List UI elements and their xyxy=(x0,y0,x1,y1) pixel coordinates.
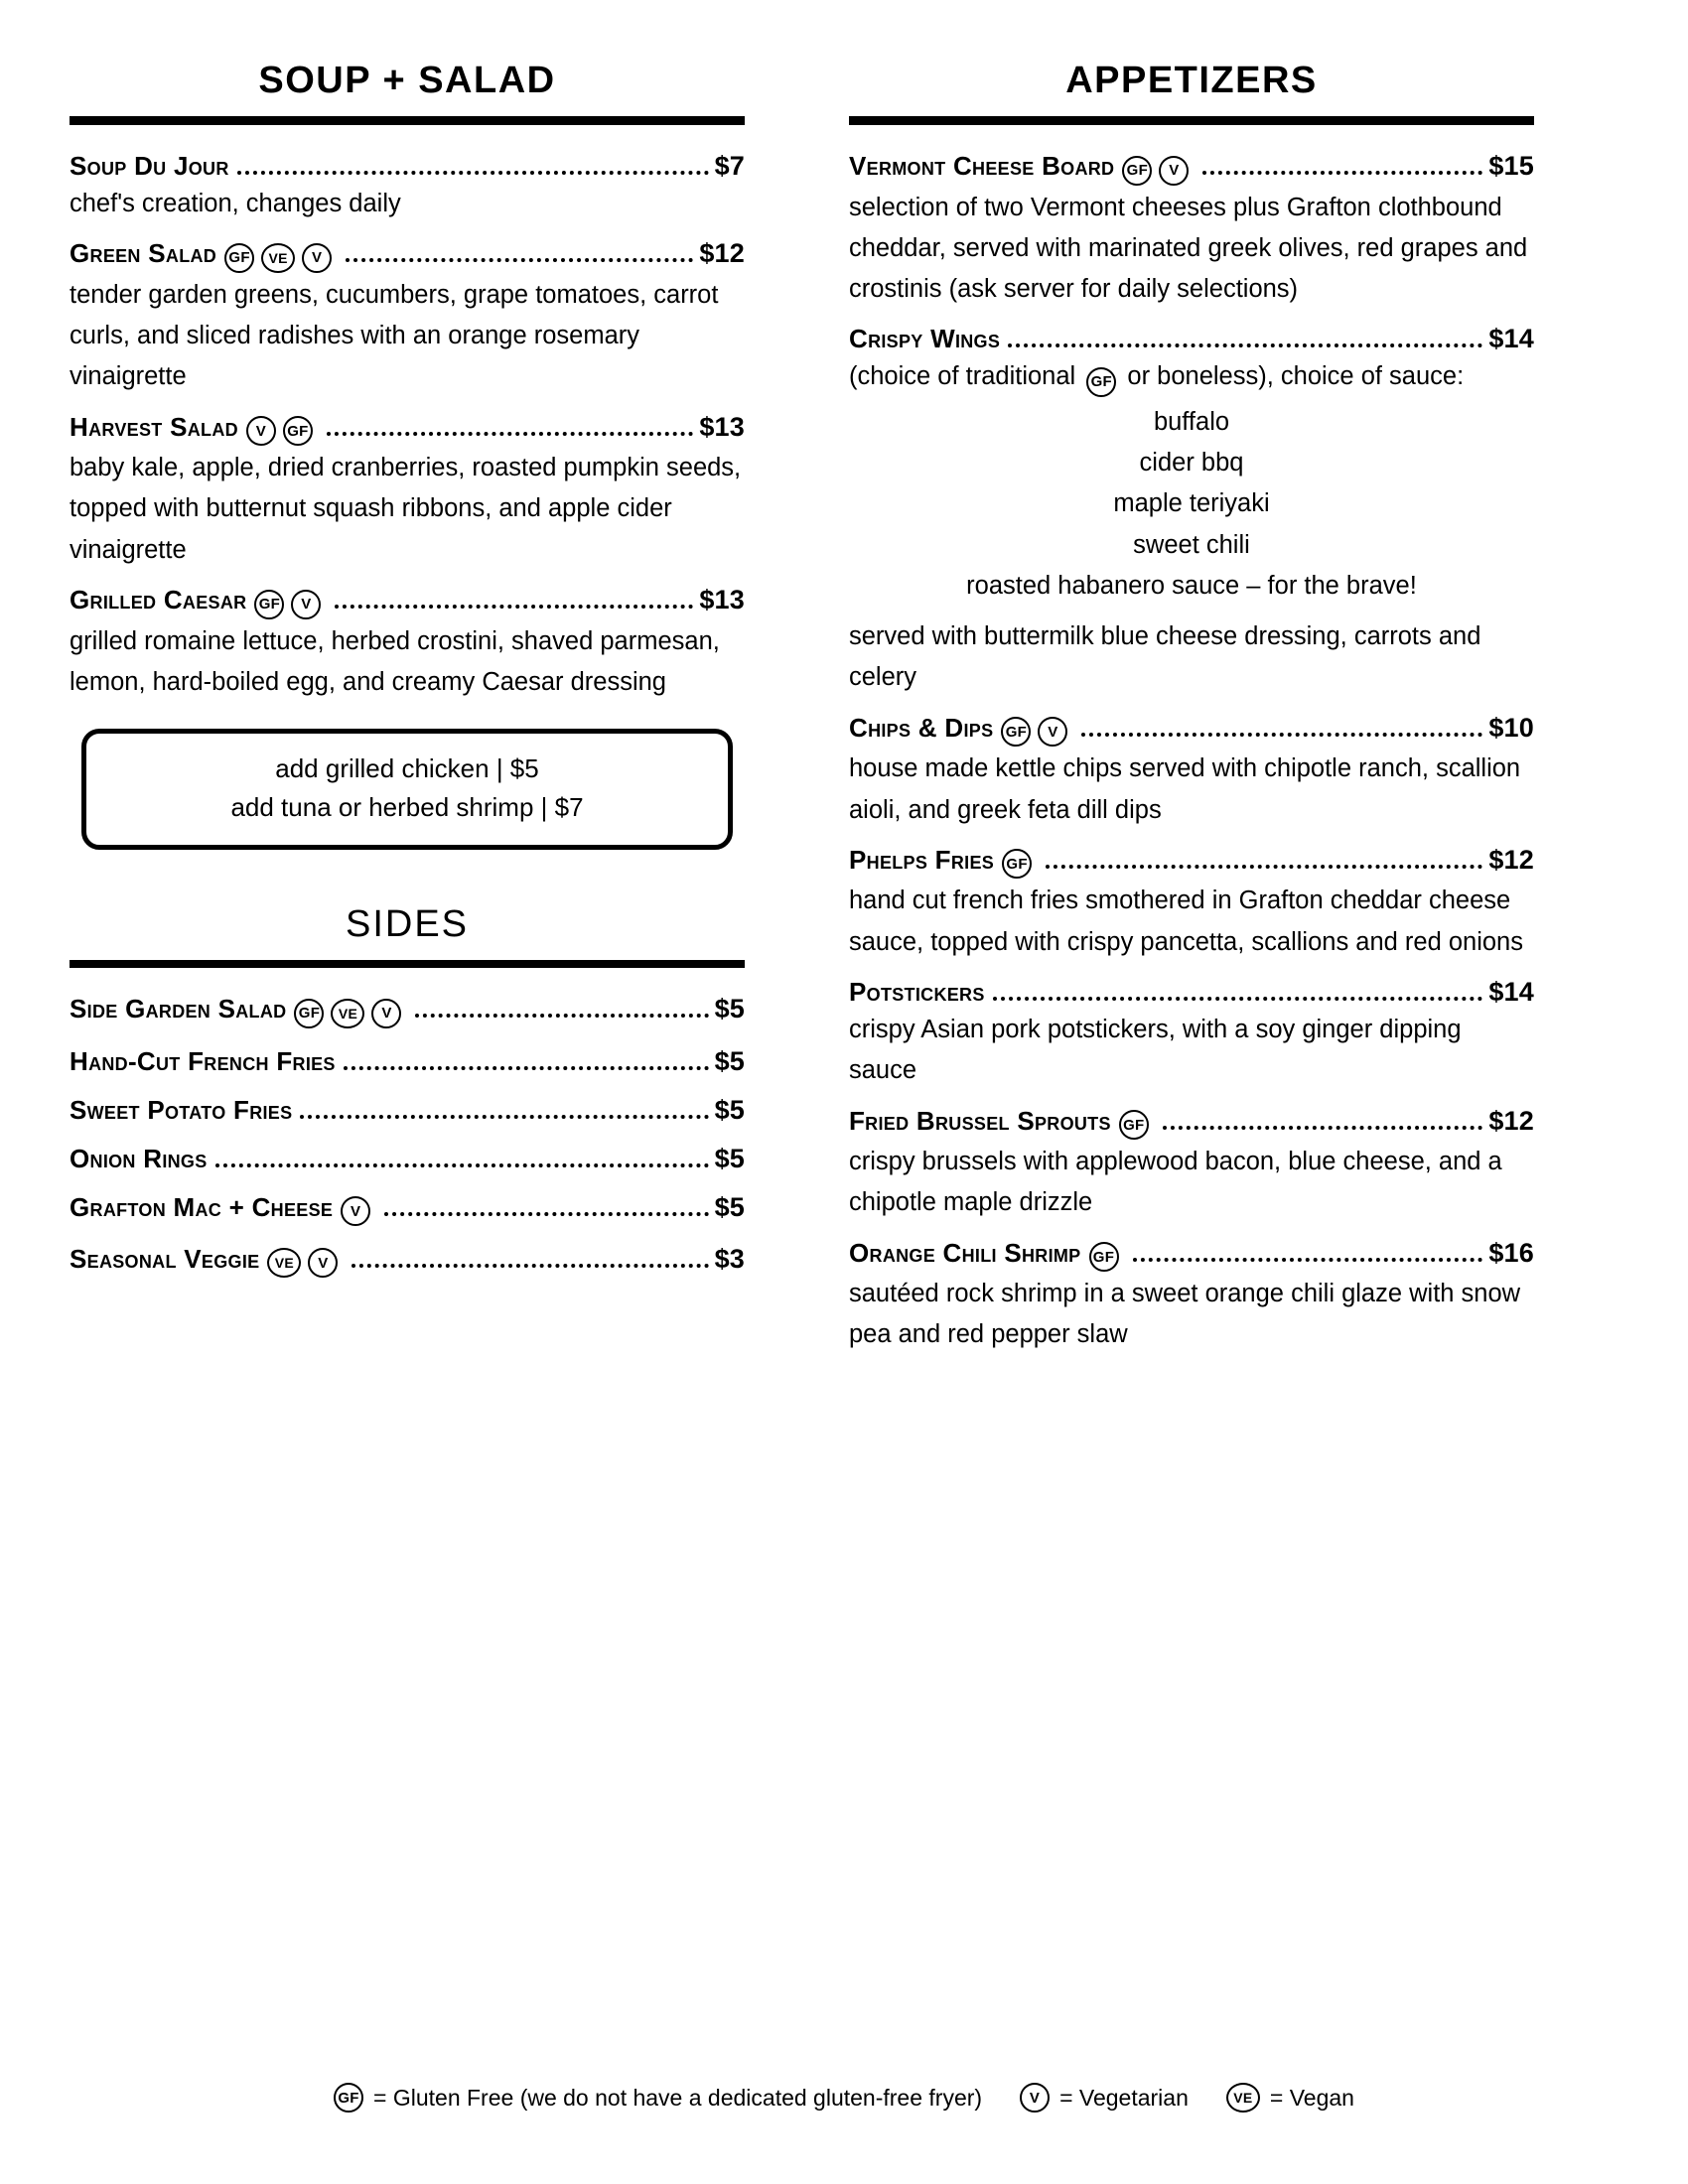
menu-item-name: Grafton Mac + Cheese xyxy=(70,1191,334,1222)
menu-item-price: $14 xyxy=(1488,976,1534,1007)
menu-item-name: Green Salad xyxy=(70,238,217,269)
menu-item-price: $7 xyxy=(714,151,745,181)
section-title-sides: SIDES xyxy=(345,903,470,946)
wings-served-with: served with buttermilk blue cheese dressing, carrots and celery xyxy=(849,622,1481,692)
menu-item-price: $13 xyxy=(699,585,745,615)
wings-choice-pre: (choice of traditional xyxy=(849,362,1076,391)
menu-item-description: crispy Asian pork potstickers, with a soy ginger dipping sauce xyxy=(849,1015,1462,1085)
diet-badges xyxy=(1122,156,1189,186)
menu-item-line xyxy=(849,1238,1534,1273)
menu-item xyxy=(849,151,1534,310)
leader-dots xyxy=(300,1114,708,1119)
menu-item-description: tender garden greens, cucumbers, grape tomatoes, carrot curls, and sliced radishes with an orange rosemary vinaigrette xyxy=(70,280,719,391)
menu-item-price: $5 xyxy=(714,1191,745,1222)
leader-dots xyxy=(215,1162,709,1167)
leader-dots xyxy=(993,996,1483,1001)
menu-item-description: chef's creation, changes daily xyxy=(70,190,401,217)
menu-item-description: house made kettle chips served with chipotle ranch, scallion aioli, and greek feta dill dips xyxy=(849,754,1521,824)
gluten-free-icon: GF xyxy=(1086,367,1116,397)
diet-badges xyxy=(224,243,332,273)
menu-item xyxy=(849,713,1534,831)
diet-badges xyxy=(1089,1242,1119,1272)
menu-item-name: Hand-Cut French Fries xyxy=(70,1045,336,1076)
menu-item-name: Sweet Potato Fries xyxy=(70,1094,293,1125)
menu-item xyxy=(70,1046,745,1077)
menu-columns xyxy=(70,60,1618,1370)
section-title-appetizers: APPETIZERS xyxy=(1065,60,1318,101)
sides-section xyxy=(70,903,745,1278)
menu-item-name: Seasonal Veggie xyxy=(70,1244,260,1275)
menu-item-name: Phelps Fries xyxy=(849,844,995,875)
sauce-option: buffalo xyxy=(1153,407,1230,436)
menu-item-name: Harvest Salad xyxy=(70,411,238,442)
diet-badges xyxy=(246,416,313,446)
menu-item-price: $10 xyxy=(1488,712,1534,743)
gluten-free-icon: GF xyxy=(334,2083,363,2113)
vegan-icon: VE xyxy=(267,1248,301,1278)
menu-item xyxy=(70,1244,745,1278)
leader-dots xyxy=(344,1065,709,1070)
gluten-free-icon: GF xyxy=(1001,717,1031,747)
menu-item-name: Fried Brussel Sprouts xyxy=(849,1105,1111,1136)
vegetarian-icon: V xyxy=(302,243,332,273)
leader-dots xyxy=(335,604,693,609)
addons-box xyxy=(81,729,733,850)
menu-item-line xyxy=(849,324,1534,354)
menu-item-line xyxy=(70,1192,745,1227)
legend-vegan xyxy=(1226,2083,1354,2113)
diet-badges xyxy=(1119,1110,1149,1140)
legend-vegetarian-text: = Vegetarian xyxy=(1059,2084,1189,2111)
menu-item-price: $16 xyxy=(1488,1237,1534,1268)
diet-badges xyxy=(294,999,401,1028)
menu-item xyxy=(849,845,1534,963)
leader-dots xyxy=(327,431,693,436)
menu-item-price: $12 xyxy=(1488,844,1534,875)
menu-item xyxy=(849,1106,1534,1224)
legend-vegan-text: = Vegan xyxy=(1269,2084,1354,2111)
menu-item-name: Chips & Dips xyxy=(849,712,994,743)
wings-choice-post: or boneless), choice of sauce: xyxy=(1127,362,1465,391)
sauce-option: sweet chili xyxy=(1133,530,1250,559)
gluten-free-icon: GF xyxy=(283,416,313,446)
legend-gluten-free xyxy=(334,2083,982,2113)
menu-item-price: $12 xyxy=(1488,1105,1534,1136)
menu-item xyxy=(70,238,745,397)
menu-item-line xyxy=(70,1095,745,1126)
gluten-free-icon: GF xyxy=(1122,156,1152,186)
menu-item-name: Vermont Cheese Board xyxy=(849,151,1115,181)
menu-item-name: Side Garden Salad xyxy=(70,994,287,1024)
leader-dots xyxy=(352,1263,708,1268)
section-title-soup-salad: SOUP + SALAD xyxy=(258,60,556,101)
vegan-icon: VE xyxy=(261,243,295,273)
gluten-free-icon: GF xyxy=(294,999,324,1028)
vegan-icon: VE xyxy=(331,999,364,1028)
menu-item-name: Grilled Caesar xyxy=(70,585,247,615)
menu-item-description: grilled romaine lettuce, herbed crostini, shaved parmesan, lemon, hard-boiled egg, and creamy Caesar dressing xyxy=(70,626,720,696)
menu-item-name: Orange Chili Shrimp xyxy=(849,1237,1081,1268)
menu-item-line xyxy=(849,845,1534,880)
leader-dots xyxy=(1163,1125,1483,1130)
menu-item-price: $13 xyxy=(699,411,745,442)
menu-item xyxy=(70,1144,745,1174)
menu-item-description: hand cut french fries smothered in Grafton cheddar cheese sauce, topped with crispy pancetta, scallions and red onions xyxy=(849,887,1523,956)
vegetarian-icon: V xyxy=(371,999,401,1028)
menu-item xyxy=(70,151,745,224)
menu-item xyxy=(70,585,745,703)
gluten-free-icon: GF xyxy=(1119,1110,1149,1140)
leader-dots xyxy=(415,1013,708,1018)
menu-item-price: $12 xyxy=(699,238,745,269)
diet-badges xyxy=(267,1248,338,1278)
vegetarian-icon: V xyxy=(291,590,321,619)
vegetarian-icon: V xyxy=(246,416,276,446)
leader-dots xyxy=(1133,1257,1483,1262)
wings-sauce-list xyxy=(849,402,1534,607)
leader-dots xyxy=(346,257,693,262)
vegetarian-icon: V xyxy=(341,1196,370,1226)
menu-item-line xyxy=(70,151,745,182)
menu-item-line xyxy=(70,994,745,1028)
menu-item-price: $5 xyxy=(714,1045,745,1076)
diet-badges xyxy=(1002,849,1032,879)
leader-dots xyxy=(1202,170,1482,175)
gluten-free-icon: GF xyxy=(224,243,254,273)
addon-line: add grilled chicken | $5 xyxy=(275,753,539,784)
menu-item-price: $5 xyxy=(714,994,745,1024)
addon-line: add tuna or herbed shrimp | $7 xyxy=(230,792,584,823)
menu-item-line xyxy=(849,713,1534,748)
menu-item-name: Potstickers xyxy=(849,976,985,1007)
menu-item-price: $5 xyxy=(714,1143,745,1173)
menu-item-line xyxy=(70,412,745,447)
menu-item-line xyxy=(70,1046,745,1077)
menu-item-description xyxy=(849,356,1534,397)
menu-item xyxy=(70,1095,745,1126)
sauce-option: cider bbq xyxy=(1139,448,1244,477)
menu-item-name: Onion Rings xyxy=(70,1143,208,1173)
leader-dots xyxy=(1008,342,1482,347)
menu-item-line xyxy=(70,1244,745,1278)
gluten-free-icon: GF xyxy=(1089,1242,1119,1272)
menu-item xyxy=(849,1238,1534,1356)
menu-item-description: sautéed rock shrimp in a sweet orange chili glaze with snow pea and red pepper slaw xyxy=(849,1280,1521,1349)
menu-item-price: $3 xyxy=(714,1244,745,1275)
menu-item xyxy=(70,1192,745,1227)
vegetarian-icon: V xyxy=(1020,2083,1050,2113)
menu-item-description: crispy brussels with applewood bacon, blue cheese, and a chipotle maple drizzle xyxy=(849,1148,1502,1217)
menu-item-line xyxy=(849,151,1534,186)
menu-item-name: Soup Du Jour xyxy=(70,151,229,181)
leader-dots xyxy=(1081,732,1482,737)
menu-item-line xyxy=(70,585,745,619)
menu-item-line xyxy=(70,1144,745,1174)
vegan-icon: VE xyxy=(1226,2083,1260,2113)
section-divider xyxy=(70,960,745,968)
menu-item-line xyxy=(849,1106,1534,1141)
diet-badges xyxy=(341,1196,370,1226)
right-column xyxy=(849,60,1534,1370)
menu-item xyxy=(70,994,745,1028)
legend-vegetarian xyxy=(1020,2083,1189,2113)
menu-item-description: selection of two Vermont cheeses plus Grafton clothbound cheddar, served with marinated greek olives, red grapes and crostinis (ask server for daily selections) xyxy=(849,193,1528,304)
menu-item-price: $15 xyxy=(1488,151,1534,181)
menu-item xyxy=(70,412,745,571)
left-column xyxy=(70,60,745,1296)
menu-item-name: Crispy Wings xyxy=(849,324,1001,354)
menu-item-description: baby kale, apple, dried cranberries, roasted pumpkin seeds, topped with butternut squash ribbons, and apple cider vinaigrette xyxy=(70,454,742,564)
menu-item xyxy=(849,324,1534,698)
legend-footer xyxy=(0,2083,1688,2113)
leader-dots xyxy=(237,170,709,175)
section-divider xyxy=(849,116,1534,125)
gluten-free-icon: GF xyxy=(254,590,284,619)
sauce-option: maple teriyaki xyxy=(1113,489,1270,518)
vegetarian-icon: V xyxy=(1038,717,1067,747)
section-divider xyxy=(70,116,745,125)
diet-badges xyxy=(1001,717,1067,747)
sauce-option: roasted habanero sauce – for the brave! xyxy=(966,571,1417,600)
leader-dots xyxy=(384,1211,708,1216)
menu-item-line xyxy=(70,238,745,273)
leader-dots xyxy=(1046,864,1482,869)
menu-item-price: $5 xyxy=(714,1094,745,1125)
diet-badges xyxy=(254,590,321,619)
vegetarian-icon: V xyxy=(308,1248,338,1278)
vegetarian-icon: V xyxy=(1159,156,1189,186)
legend-gluten-free-text: = Gluten Free (we do not have a dedicated gluten-free fryer) xyxy=(373,2084,983,2111)
menu-item-line xyxy=(849,977,1534,1008)
gluten-free-icon: GF xyxy=(1002,849,1032,879)
menu-item xyxy=(849,977,1534,1092)
menu-item-price: $14 xyxy=(1488,324,1534,354)
